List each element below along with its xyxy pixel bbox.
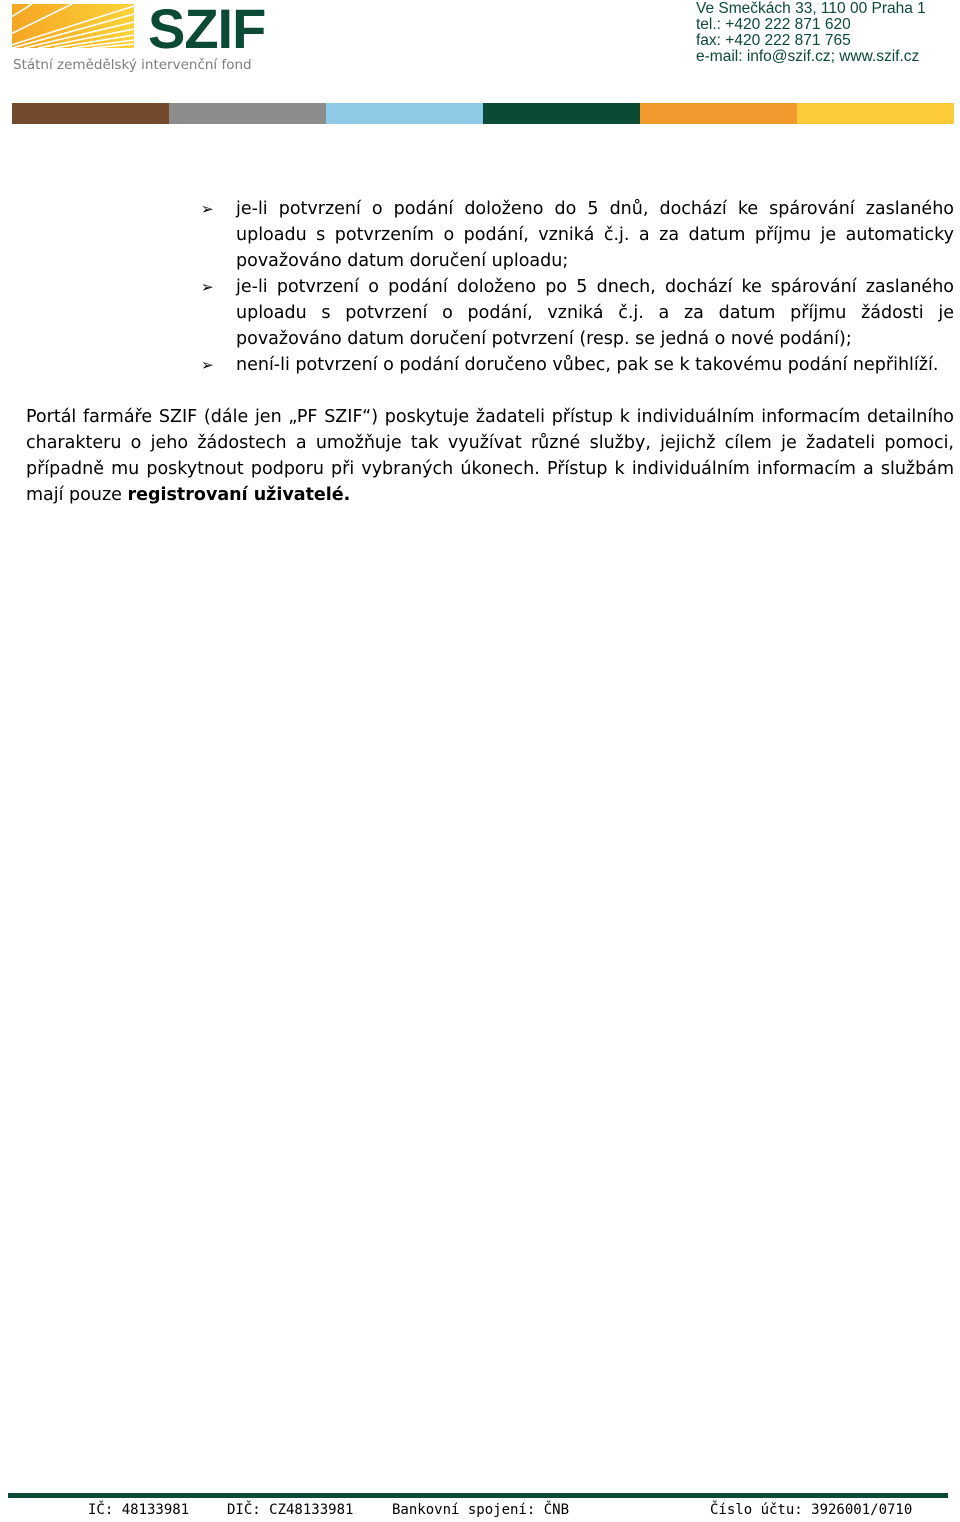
- contact-block: [696, 1, 926, 65]
- letterhead: [0, 0, 960, 130]
- contact-email-web: e-mail: info@szif.cz; www.szif.cz: [696, 48, 920, 65]
- bullet-list: [26, 196, 954, 378]
- stripe-dark-green: [483, 103, 640, 124]
- field-stripes-icon: [12, 4, 134, 48]
- stripe-light-blue: [326, 103, 483, 124]
- stripe-yellow: [797, 103, 954, 124]
- list-item: [201, 274, 954, 352]
- document-body: [26, 196, 954, 508]
- body-paragraph: [26, 404, 954, 508]
- contact-fax: fax: +420 222 871 765: [696, 32, 851, 49]
- logo-wordmark: SZIF: [148, 0, 266, 60]
- list-item-text: není-li potvrzení o podání doručeno vůbec, pak se k takovému podání nepřihlíží.: [236, 355, 939, 375]
- contact-address: Ve Smečkách 33, 110 00 Praha 1: [696, 0, 926, 17]
- stripe-orange: [640, 103, 797, 124]
- footer-divider: [8, 1493, 948, 1498]
- list-item: [201, 196, 954, 274]
- list-item-text: je-li potvrzení o podání doloženo po 5 dnech, dochází ke spárování zaslaného uploadu s potvrzení o podání, vzniká č.j. a za datum příjmu žádosti je považováno datum doručení potvrzení (resp. se jedná o nové podání);: [236, 277, 954, 349]
- color-stripe-bar: [12, 103, 954, 124]
- footer-account: Číslo účtu: 3926001/0710: [710, 1502, 913, 1518]
- arrow-bullet-icon: ➢: [201, 278, 214, 296]
- stripe-brown: [12, 103, 169, 124]
- arrow-bullet-icon: ➢: [201, 200, 214, 218]
- footer-bank: Bankovní spojení: ČNB: [392, 1502, 570, 1518]
- contact-phone: tel.: +420 222 871 620: [696, 16, 851, 33]
- arrow-bullet-icon: ➢: [201, 356, 214, 374]
- footer-dic: DIČ: CZ48133981: [227, 1502, 354, 1518]
- footer-ic: IČ: 48133981: [88, 1502, 190, 1518]
- szif-logo: [12, 0, 272, 78]
- logo-tagline: Státní zemědělský intervenční fond: [13, 57, 252, 73]
- list-item: [201, 352, 954, 378]
- stripe-gray: [169, 103, 326, 124]
- list-item-text: je-li potvrzení o podání doloženo do 5 dnů, dochází ke spárování zaslaného uploadu s potvrzením o podání, vzniká č.j. a za datum příjmu je automaticky považováno datum doručení uploadu;: [236, 199, 954, 271]
- paragraph-bold-text: registrovaní uživatelé.: [127, 485, 351, 505]
- paragraph-text: Portál farmáře SZIF (dále jen „PF SZIF“) poskytuje žadateli přístup k individuálním informacím detailního charakteru o jeho žádostech a umožňuje tak využívat různé služby, jejichž cílem je žadateli pomoci, případně mu poskytnout podporu při vybraných úkonech. Přístup k individuálním informacím a službám mají pouze: [26, 407, 954, 505]
